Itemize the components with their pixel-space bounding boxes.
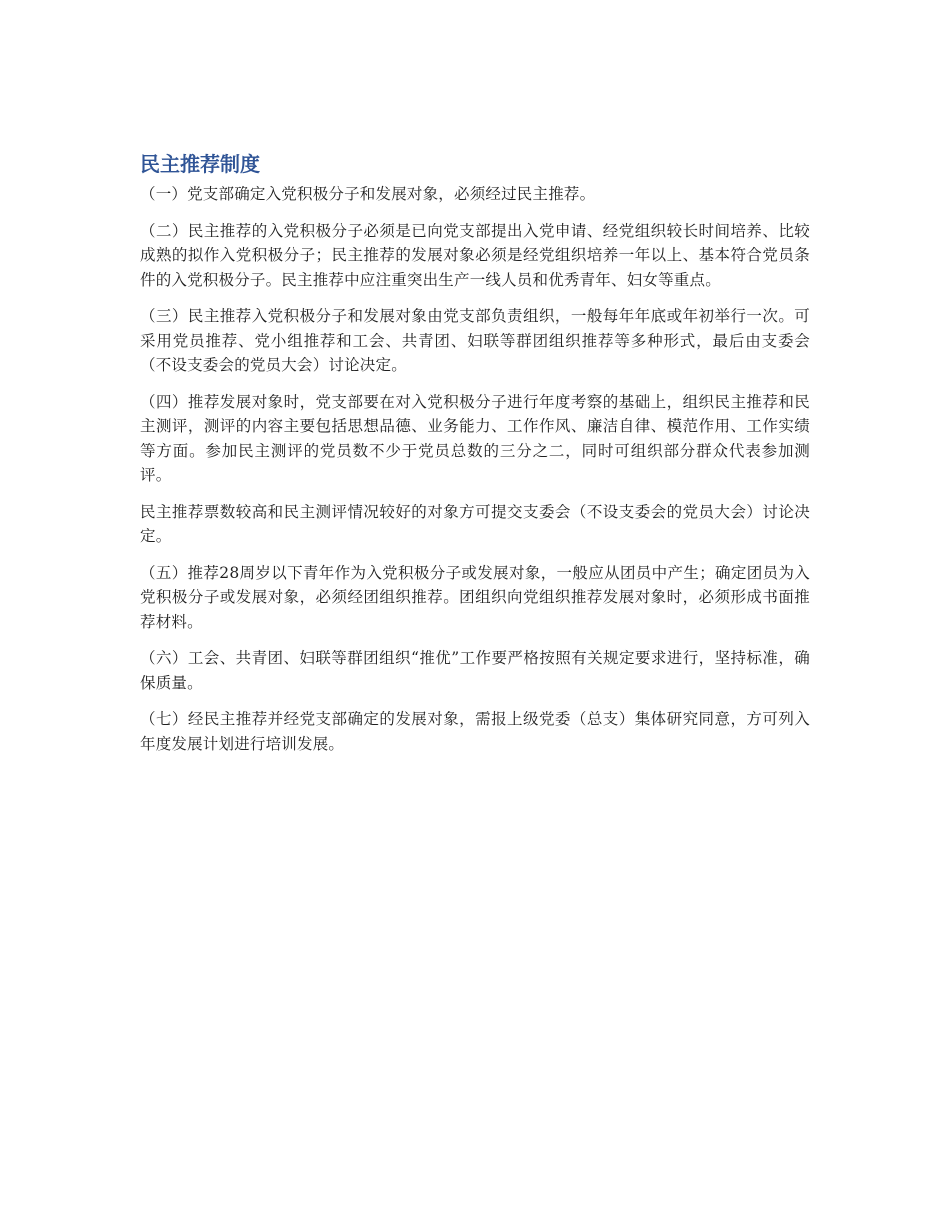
paragraph-7: （六）工会、共青团、妇联等群团组织“推优”工作要严格按照有关规定要求进行，坚持标准，确保质量。 [140,649,810,692]
paragraph-2: （二）民主推荐的入党积极分子必须是已向党支部提出入党申请、经党组织较长时间培养、比较成熟的拟作入党积极分子；民主推荐的发展对象必须是经党组织培养一年以上、基本符合党员条件的入党积极分子。民主推荐中应注重突出生产一线人员和优秀青年、妇女等重点。 [140,221,810,289]
document-title: 民主推荐制度 [140,152,260,176]
paragraph-4: （四）推荐发展对象时，党支部要在对入党积极分子进行年度考察的基础上，组织民主推荐和民主测评，测评的内容主要包括思想品德、业务能力、工作作风、廉洁自律、模范作用、工作实绩等方面。参加民主测评的党员数不少于党员总数的三分之二，同时可组织部分群众代表参加测评。 [140,392,810,484]
document-page [140,150,810,768]
paragraph-1: （一）党支部确定入党积极分子和发展对象，必须经过民主推荐。 [140,185,596,203]
paragraph-3: （三）民主推荐入党积极分子和发展对象由党支部负责组织，一般每年年底或年初举行一次。可采用党员推荐、党小组推荐和工会、共青团、妇联等群团组织推荐等多种形式，最后由支委会（不设支委会的党员大会）讨论决定。 [140,307,810,374]
paragraph-6: （五）推荐28周岁以下青年作为入党积极分子或发展对象，一般应从团员中产生；确定团员为入党积极分子或发展对象，必须经团组织推荐。团组织向党组织推荐发展对象时，必须形成书面推荐材料。 [140,563,810,631]
paragraph-5: 民主推荐票数较高和民主测评情况较好的对象方可提交支委会（不设支委会的党员大会）讨论决定。 [140,502,810,545]
paragraph-8: （七）经民主推荐并经党支部确定的发展对象，需报上级党委（总支）集体研究同意，方可列入年度发展计划进行培训发展。 [140,710,810,753]
